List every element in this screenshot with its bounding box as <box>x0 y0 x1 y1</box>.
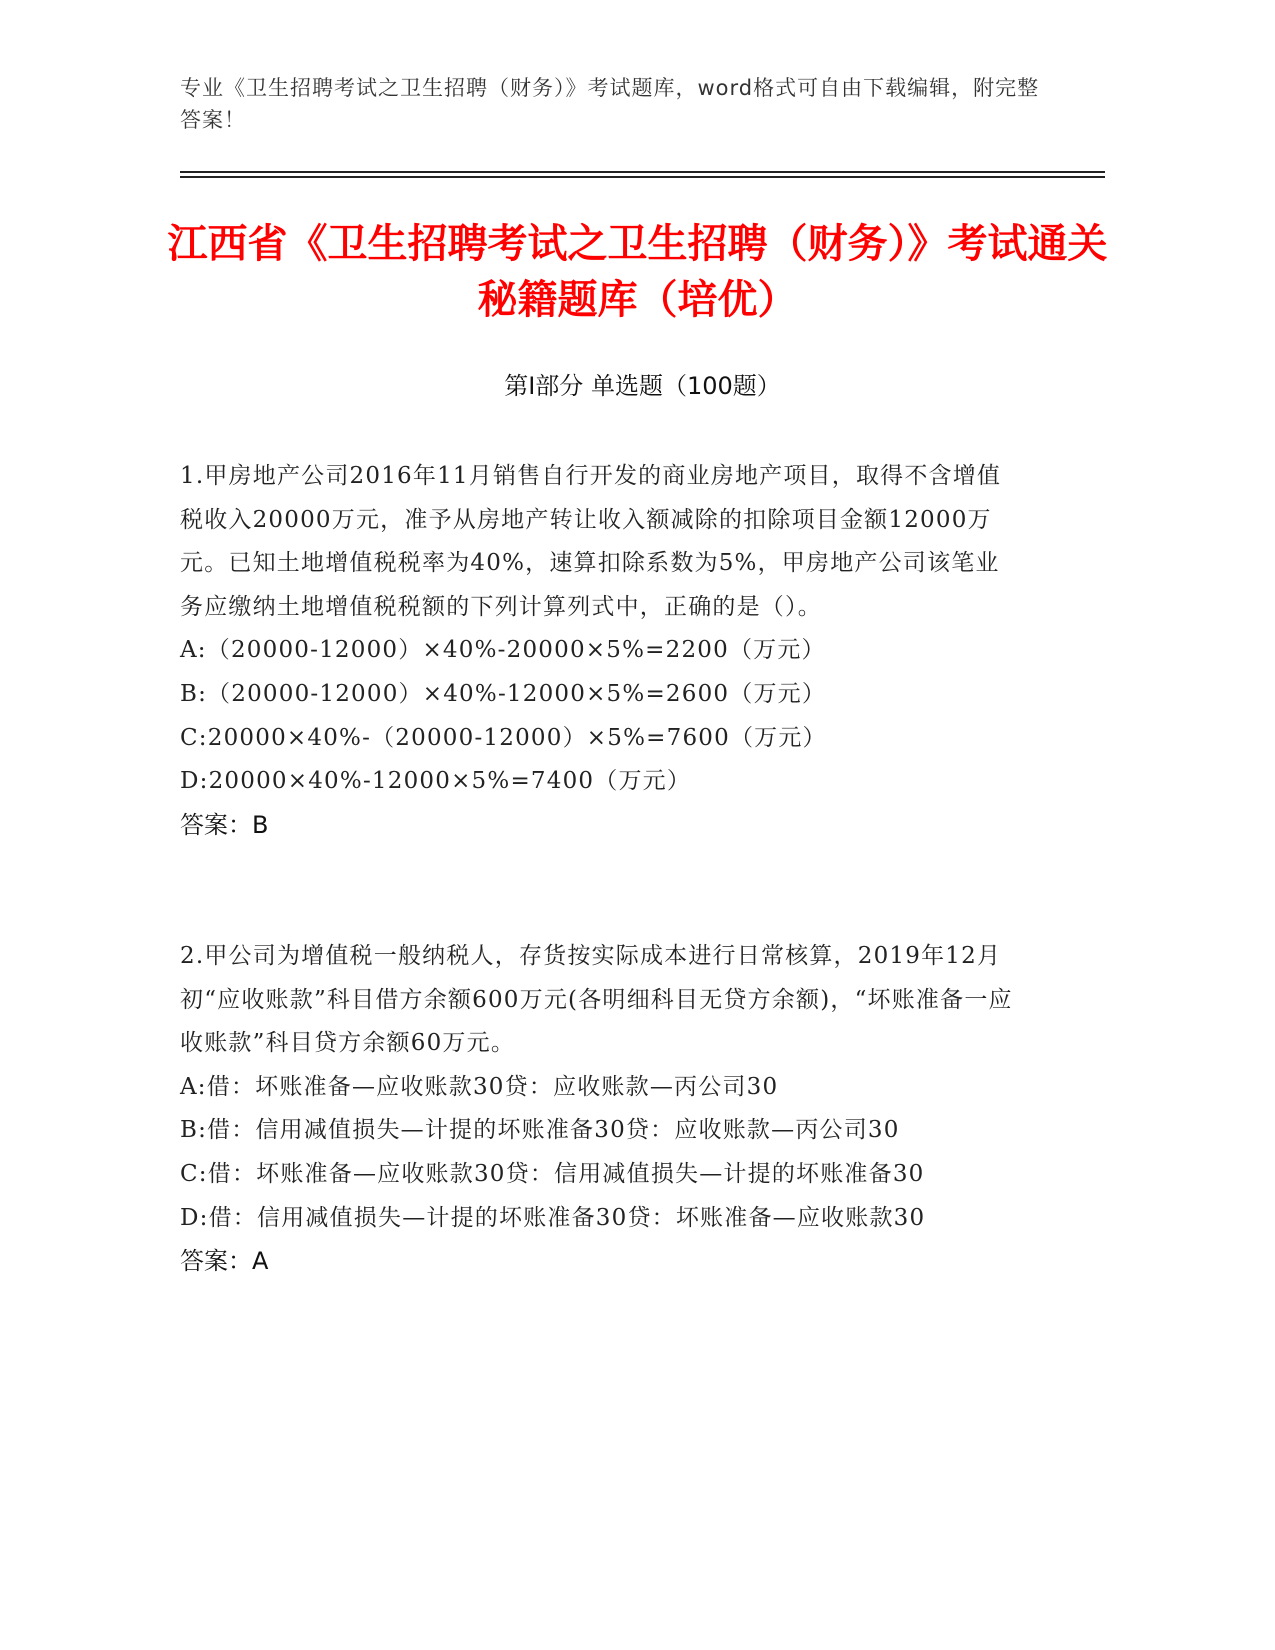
option-a: A:借：坏账准备—应收账款30贷：应收账款—丙公司30 <box>180 1073 779 1100</box>
option-c: C:借：坏账准备—应收账款30贷：信用减值损失—计提的坏账准备30 <box>180 1160 925 1187</box>
header-divider-bottom <box>180 176 1105 178</box>
question-block <box>180 455 1020 847</box>
header-note: 专业《卫生招聘考试之卫生招聘（财务）》考试题库，word格式可自由下载编辑，附完整答案！ <box>180 76 1040 132</box>
question-stem: 2.甲公司为增值税一般纳税人，存货按实际成本进行日常核算，2019年12月初“应收账款”科目借方余额600万元(各明细科目无贷方余额)，“坏账准备一应收账款”科目贷方余额60万元。 <box>180 943 1013 1057</box>
document-title: 江西省《卫生招聘考试之卫生招聘（财务）》考试通关秘籍题库（培优） <box>167 221 1108 323</box>
section-title: 第Ⅰ部分 单选题（100题） <box>504 372 781 400</box>
option-b: B:借：信用减值损失—计提的坏账准备30贷：应收账款—丙公司30 <box>180 1117 900 1144</box>
answer-line: 答案：B <box>180 810 269 839</box>
header-divider-top <box>180 171 1105 173</box>
option-d: D:借：信用减值损失—计提的坏账准备30贷：坏账准备—应收账款30 <box>180 1204 926 1231</box>
option-c: C:20000×40%-（20000-12000）×5%=7600（万元） <box>180 724 827 751</box>
question-stem: 1.甲房地产公司2016年11月销售自行开发的商业房地产项目，取得不含增值税收入20000万元，准予从房地产转让收入额减除的扣除项目金额12000万元。已知土地增值税税率为40%，速算扣除系数为5%，甲房地产公司该笔业务应缴纳土地增值税税额的下列计算列式中，正确的是（）。 <box>180 463 1002 620</box>
option-b: B:（20000-12000）×40%-12000×5%=2600（万元） <box>180 680 827 707</box>
answer-line: 答案：A <box>180 1247 269 1276</box>
option-a: A:（20000-12000）×40%-20000×5%=2200（万元） <box>180 637 826 664</box>
question-block <box>180 935 1020 1284</box>
option-d: D:20000×40%-12000×5%=7400（万元） <box>180 768 692 795</box>
